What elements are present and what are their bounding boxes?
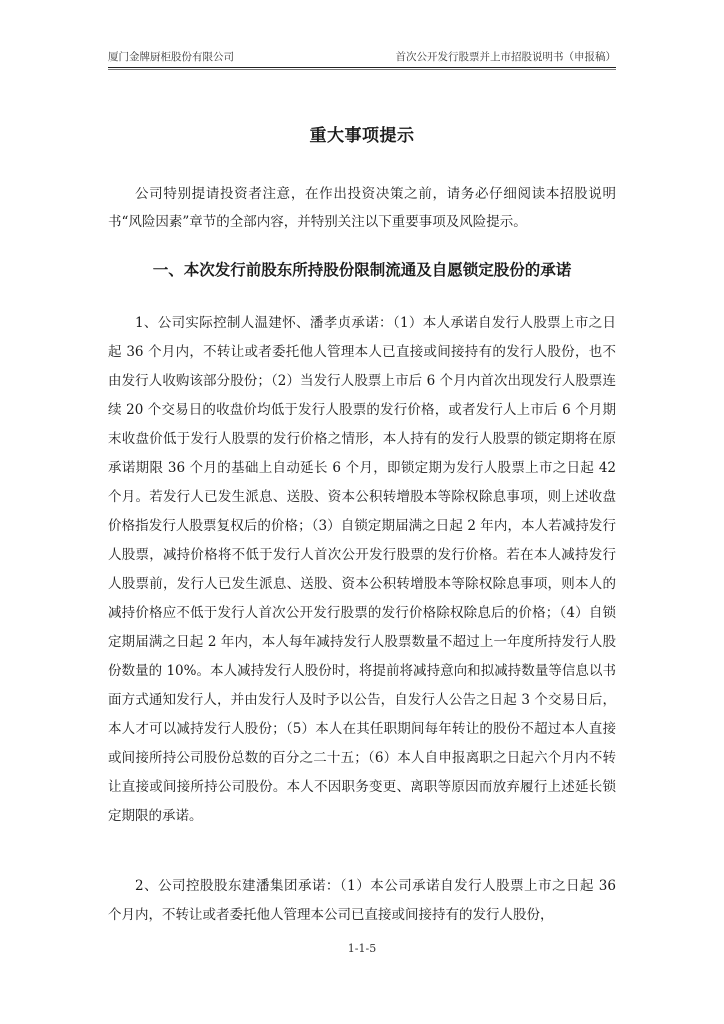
page-number: 1-1-5	[347, 942, 377, 955]
header-document-name: 首次公开发行股票并上市招股说明书（申报稿）	[395, 51, 616, 63]
page-title: 重大事项提示	[309, 126, 415, 146]
header-divider	[108, 67, 616, 68]
header-company-name: 厦门金牌厨柜股份有限公司	[108, 51, 234, 63]
section-heading: 一、本次发行前股东所持股份限制流通及自愿锁定股份的承诺	[152, 261, 572, 279]
intro-paragraph: 公司特别提请投资者注意，在作出投资决策之前，请务必仔细阅读本招股说明书“风险因素”章节的全部内容，并特别关注以下重要事项及风险提示。	[108, 186, 616, 230]
paragraph-controlling-shareholder-commitment: 2、公司控股股东建潘集团承诺：（1）本公司承诺自发行人股票上市之日起 36 个月内，不转让或者委托他人管理本公司已直接或间接持有的发行人股份，	[108, 878, 616, 923]
page-header	[108, 48, 616, 64]
paragraph-controller-commitment: 1、公司实际控制人温建怀、潘孝贞承诺：（1）本人承诺自发行人股票上市之日起 36 个月内，不转让或者委托他人管理本人已直接或间接持有的发行人股份，也不由发行人收购该部分股份；（2）当发行人股票上市后 6 个月内首次出现发行人股票连续 20 个交易日的收盘价均低于发行人股票的发行价格，或者发行人上市后 6 个月期末收盘价低于发行人股票的发行价格之情形，本人持有的发行人股票的锁定期将在原承诺期限 36 个月的基础上自动延长 6 个月，即锁定期为发行人股票上市之日起 42 个月。若发行人已发生派息、送股、资本公积转增股本等除权除息事项，则上述收盘价格指发行人股票复权后的价格；（3）自锁定期届满之日起 2 年内，本人若减持发行人股票，减持价格将不低于发行人首次公开发行股票的发行价格。若在本人减持发行人股票前，发行人已发生派息、送股、资本公积转增股本等除权除息事项，则本人的减持价格应不低于发行人首次公开发行股票的发行价格除权除息后的价格；（4）自锁定期届满之日起 2 年内，本人每年减持发行人股票数量不超过上一年度所持发行人股份数量的 10%。本人减持发行人股份时，将提前将减持意向和拟减持数量等信息以书面方式通知发行人，并由发行人及时予以公告，自发行人公告之日起 3 个交易日后，本人才可以减持发行人股份；（5）本人在其任职期间每年转让的股份不超过本人直接或间接所持公司股份总数的百分之二十五；（6）本人自申报离职之日起六个月内不转让直接或间接所持公司股份。本人不因职务变更、离职等原因而放弃履行上述延长锁定期限的承诺。	[108, 315, 616, 824]
header-divider-thin	[108, 69, 616, 70]
